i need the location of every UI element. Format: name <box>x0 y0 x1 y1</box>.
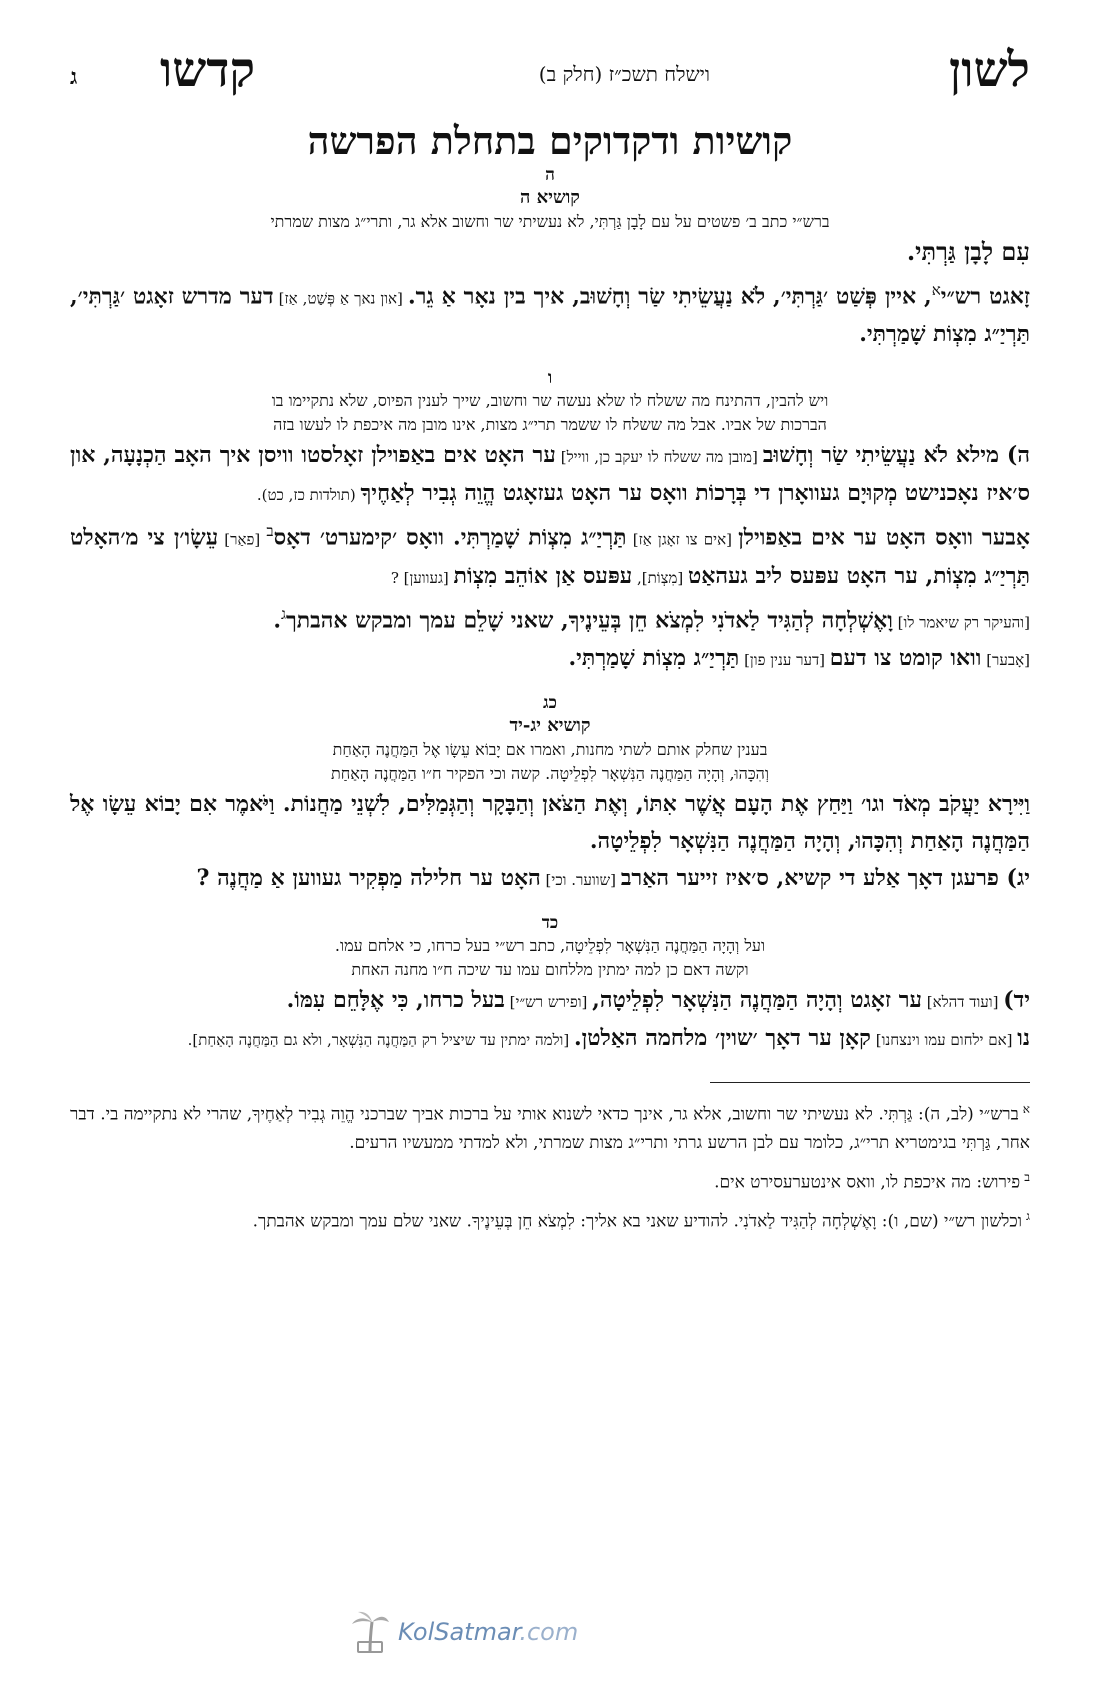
footnote-ref: א <box>931 281 941 299</box>
parsha-subtitle: וישלח תשכ״ז (חלק ב) <box>538 62 710 86</box>
palm-tree-icon <box>350 1610 390 1654</box>
paragraph: נו [אם ילחום עמו וינצחנו] קאָן ער דאָך ׳שוין׳ מלחמה האַלטן. [ולמה ימתין עד שיציל רק הַמַּחֲנֶה הַנִּשְׁאָר, ולא גם הַמַּחֲנֶה הָאַחַת]. <box>187 1024 1030 1051</box>
section-summary-line: ועל וְהָיָה הַמַּחֲנֶה הַנִּשְׁאָר לִפְלֵיטָה, כתב רש״י בעל כרחו, כי אלחם עמו. <box>334 935 766 955</box>
kushya-heading: קושיא יג-יד <box>509 714 591 736</box>
paragraph: [אָבער] וואו קומט צו דעם [דער ענין פון] תַּרְיַ״ג מִצְוֹת שָׁמַרְתִּי. <box>568 644 1030 671</box>
footnote: $^ג$וכלשון רש״י (שם, ו): וָאֶשְׁלְחָה לְהַגִּיד לַאדֹנִי. להודיע שאני בא אליך: לִמְצֹא חֵן בְּעֵינֶיךָ. שאני שלם עמך ומבקש אהבתך. <box>252 1209 1030 1232</box>
book-title-right: לשון <box>949 42 1030 98</box>
section-summary-line: ויש להבין, דהתינח מה ששלח לו שלא נעשה שר וחשוב, שייך לענין הפיוס, שלא נתקיימו בו <box>271 391 829 411</box>
footnote-ref: ג <box>280 604 286 623</box>
footnote: $^א$ברש״י (לב, ה): גַּרְתִּי. לא נעשיתי שר וחשוב, אלא גר, אינך כדאי לשנוא אותי על ברכות אביך שברכני הֱוֵה גְבִיר לְאַחֶיךָ, שהרי לא נתקיימה בי. דבר אחר, גַּרְתִּי בגימטריא תרי״ג, כלומר עם לבן הרשע גרתי ותרי״ג מצות שמרתי, ולא למדתי ממעשיו הרעים. <box>70 1101 1030 1153</box>
kushya-heading: קושיא ה <box>520 187 580 208</box>
section-summary-line: ברש״י כתב ב׳ פשטים על עם לָבָן גַּרְתִּי, לא נעשיתי שר וחשוב אלא גר, ותרי״ג מצות שמרתי <box>270 212 830 231</box>
section-summary-line: וְהִכָּהוּ, וְהָיָה הַמַּחֲנֶה הַנִּשְׁאָר לִפְלֵיטָה. קשה וכי הפקיר ח״ו הַמַּחֲנֶה הָאַחַת <box>331 763 769 783</box>
site-logo <box>350 1610 578 1654</box>
paragraph: זָאגט רש״י$^א$, איין פְּשַׁט ׳גַּרְתִּי׳, לֹא נַעֲשֵׂיתִי שַׂר וְחָשׁוּב, איך בין נאָר אַ גֵר. [און נאך אַ פְּשַׁט, אַז] דער מדרש זאָגט ׳גַּרְתִּי׳, תַּרְיַ״ג מִצְוֹת שָׁמַרְתִּי. <box>70 281 1030 348</box>
section-letter: כג <box>543 692 557 713</box>
page-header <box>70 40 1030 110</box>
logo-text: KolSatmar.com <box>398 1618 579 1646</box>
page-number: ג <box>70 64 78 90</box>
paragraph: יג) פרעגן דאָך אַלע די קשיא, ס׳איז זייער האַרב [שווער. וכי] האָט ער חלילה מַפְקִיר געווען אַ מַחֲנֶה ? <box>196 864 1030 891</box>
main-title: קושיות ודקדוקים בתחלת הפרשה <box>307 118 793 163</box>
footnote: $^ב$פירוש: מה איכפת לו, וואס אינטערעסירט אים. <box>714 1169 1030 1193</box>
paragraph: וַיִּירָא יַעֲקֹב מְאֹד וגו׳ וַיַּחַץ אֶת הָעָם אֲשֶׁר אִתּוֹ, וְאֶת הַצֹּאן וְהַבָּקָר וְהַגְּמַלִּים, לִשְׁנֵי מַחֲנוֹת. וַיֹּאמֶר אִם יָבוֹא עֵשָׂו אֶל הַמַּחֲנֶה הָאַחַת וְהִכָּהוּ, וְהָיָה הַמַּחֲנֶה הַנִּשְׁאָר לִפְלֵיטָה. <box>70 790 1030 854</box>
section-summary-line: בענין שחלק אותם לשתי מחנות, ואמרו אם יָבוֹא עֵשָׂו אֶל הַמַּחֲנֶה הָאַחַת <box>332 739 768 759</box>
paragraph: [והעיקר רק שיאמר לו] וָאֶשְׁלְחָה לְהַגִּיד לַאדֹנִי לִמְצֹא חֵן בְּעֵינֶיךָ, שאני שָׁלֵם עמך ומבקש אהבתך$^ג$. <box>273 604 1030 633</box>
section-summary-line: הברכות של אביו. אבל מה ששלח לו ששמר תרי״ג מצות, אינו מובן מה איכפת לו לעשו בזה <box>273 415 827 435</box>
footnote-ref: ב <box>266 522 274 541</box>
section-letter: כד <box>541 912 559 933</box>
document-page <box>70 40 1030 1680</box>
paragraph: עִם לָבָן גַּרְתִּי. <box>906 237 1030 266</box>
footnote-divider <box>710 1082 1030 1083</box>
section-letter: ה <box>545 165 555 185</box>
paragraph: ה) מילא לֹא נַעֲשֵׂיתִי שַׂר וְחָשׁוּב [מובן מה ששלח לו יעקב כן, ווייל] ער האָט אים באַפוילן זאָלסטו וויסן איך האָב הַכְנָעָה, און ס׳איז נאָכנישט מְקוּיָם געוואָרן די בְּרָכוֹת וואָס ער האָט געזאָגט הֱוֵה גְבִיר לְאַחֶיךָ (תולדות כז, כט). <box>70 442 1030 507</box>
paragraph: אָבער וואָס האָט ער אים באַפוילן [אים צו זאָגן אַז] תַּרְיַ״ג מִצְוֹת שָׁמַרְתִּי. וואָס ׳קימערט׳ דאָס$^ב$ [פאַר] עֵשָׂו׳ן צי מ׳האָלט תַּרְיַ״ג מִצְוֹת, ער האָט עפּעס ליב געהאַט [מִצְוֹת], עפּעס אַן אוֹהֵב מִצְוֹת [געווען] ? <box>70 522 1030 589</box>
book-title-left: קדשו <box>160 42 256 98</box>
section-summary-line: וקשה דאם כן למה ימתין מללחום עמו עד שיכה ח״ו מחנה האחת <box>351 959 749 979</box>
section-letter: ו <box>547 368 553 389</box>
paragraph: יד) [ועוד דהלא] ער זאָגט וְהָיָה הַמַּחֲנֶה הַנִּשְׁאָר לִפְלֵיטָה, [ופירש רש״י] בעל כרחו, כִּי אֶלָּחֵם עִמּוֹ. <box>286 986 1030 1013</box>
